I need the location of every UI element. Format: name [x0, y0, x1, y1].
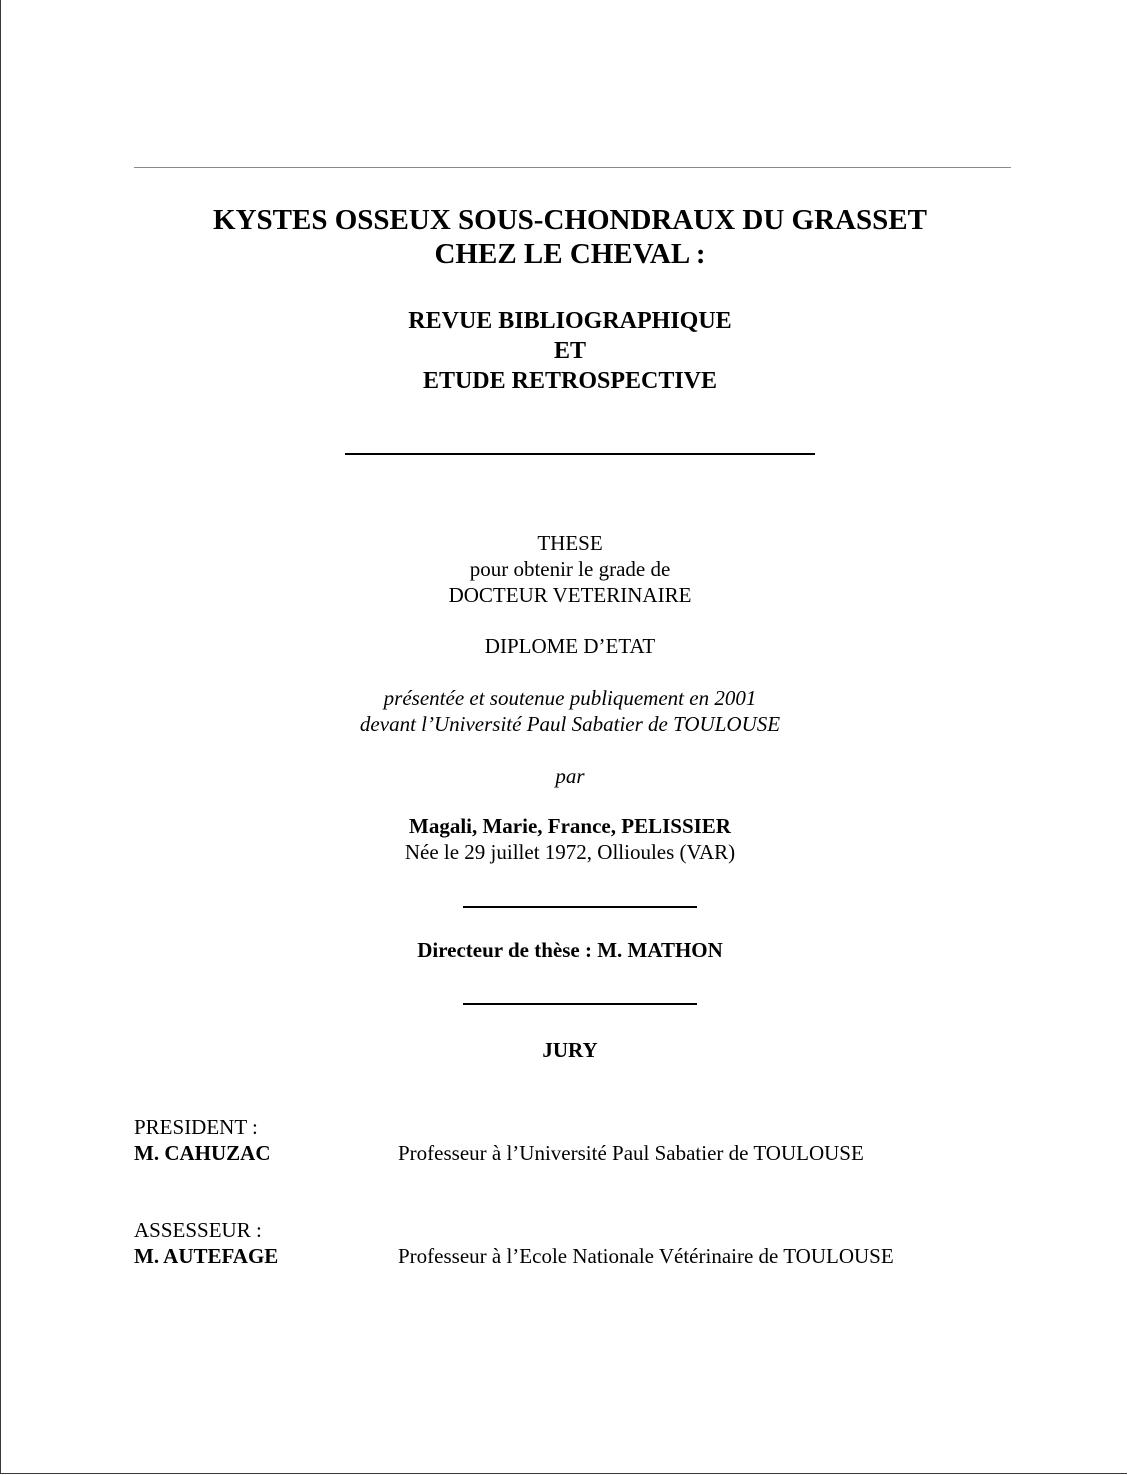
thesis-director: Directeur de thèse : M. MATHON — [417, 938, 723, 962]
jury-heading: JURY — [542, 1038, 598, 1062]
subtitle-line-2: ET — [553, 338, 586, 364]
diplome-line: DIPLOME D’ETAT — [484, 634, 656, 658]
jury-member-name: M. CAHUZAC — [134, 1141, 271, 1165]
jury-role: ASSESSEUR : — [134, 1218, 262, 1242]
these-label: THESE — [537, 531, 603, 555]
jury-member-name: M. AUTEFAGE — [134, 1244, 279, 1268]
degree-statement — [0, 530, 1128, 608]
author-birth: Née le 29 juillet 1972, Ollioules (VAR) — [404, 840, 736, 864]
grade-line: pour obtenir le grade de — [469, 557, 671, 581]
jury-member-description: Professeur à l’Université Paul Sabatier de TOULOUSE — [398, 1141, 864, 1165]
thesis-title — [0, 203, 1128, 271]
header-rule — [134, 167, 1011, 168]
jury-member-assesseur — [134, 1217, 278, 1269]
presentation-line-1: présentée et soutenue publiquement en 2001 — [383, 686, 757, 710]
subtitle-line-1: REVUE BIBLIOGRAPHIQUE — [408, 308, 732, 334]
author-name: Magali, Marie, France, PELISSIER — [409, 814, 731, 838]
jury-member-description: Professeur à l’Ecole Nationale Vétérinaire de TOULOUSE — [398, 1244, 894, 1268]
author-block — [0, 813, 1128, 865]
presentation-line-2: devant l’Université Paul Sabatier de TOULOUSE — [359, 712, 781, 736]
subtitle-line-3: ETUDE RETROSPECTIVE — [422, 368, 718, 394]
thesis-subtitle — [0, 306, 1128, 396]
par-label: par — [555, 764, 585, 788]
divider-short-2 — [463, 1003, 697, 1005]
jury-role: PRESIDENT : — [134, 1115, 258, 1139]
title-line-1: KYSTES OSSEUX SOUS-CHONDRAUX DU GRASSET — [213, 204, 927, 236]
degree-name: DOCTEUR VETERINAIRE — [448, 583, 692, 607]
title-line-2: CHEZ LE CHEVAL : — [434, 238, 706, 270]
jury-member-president — [134, 1114, 271, 1166]
divider-long — [345, 453, 815, 455]
presentation-statement — [0, 685, 1128, 737]
divider-short-1 — [463, 906, 697, 908]
